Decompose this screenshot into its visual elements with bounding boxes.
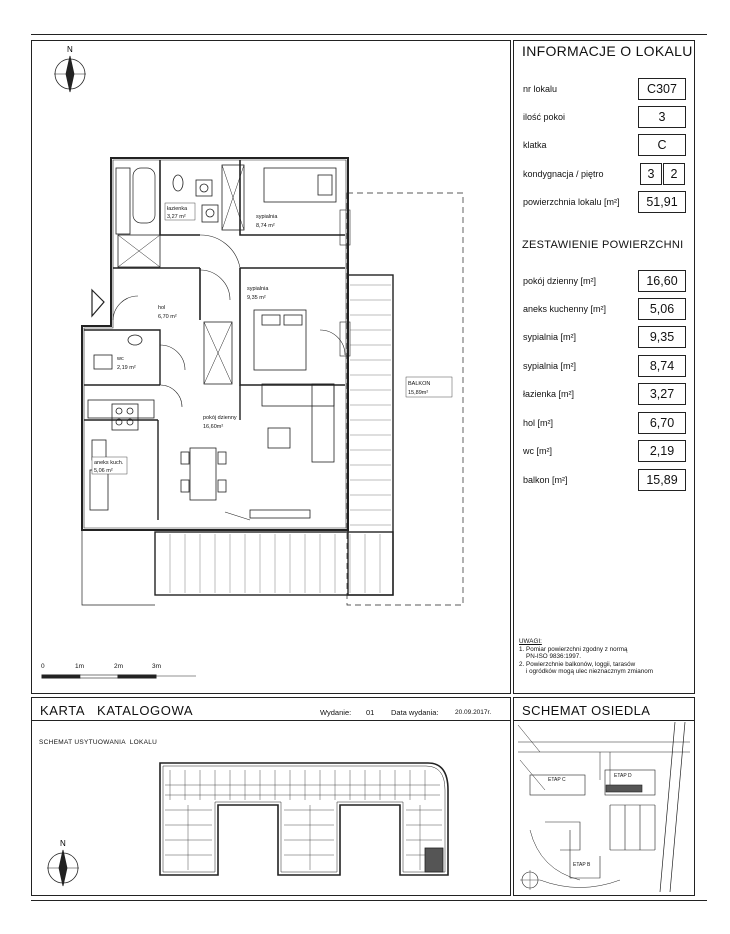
note-line: i ogródków mogą ulec nieznacznym zmianom (519, 668, 654, 675)
area-value-5: 6,70 (638, 412, 686, 434)
area-label-5: hol [m²] (523, 418, 554, 428)
wydanie-label: Wydanie: (320, 708, 352, 717)
scale-label-2: 2m (114, 663, 124, 670)
area-label-1: aneks kuchenny [m²] (523, 304, 607, 314)
room-balkon-area: 15,89m² (408, 390, 429, 396)
room-wc-name: wc (117, 356, 124, 362)
note-line: 2. Powierzchnie balkonów, loggii, tarasów (519, 660, 636, 668)
data-wydania-value: 20.09.2017r. (455, 709, 492, 716)
room-dzienny-name: pokój dzienny (203, 415, 237, 421)
room-wc-area: 2,19 m² (117, 365, 136, 371)
data-wydania-label: Data wydania: (391, 708, 439, 717)
row-label-ilosc-pokoi: ilość pokoi (523, 112, 566, 122)
estate-map (518, 722, 690, 892)
catalog-title: KARTA KATALOGOWA (40, 703, 194, 718)
note-line: 1. Pomiar powierzchni zgodny z normą (519, 645, 628, 653)
area-label-2: sypialnia [m²] (523, 332, 577, 342)
area-value-0: 16,60 (638, 270, 686, 292)
value-ilosc-pokoi: 3 (638, 106, 686, 128)
wydanie-value: 01 (366, 708, 375, 717)
area-value-4: 3,27 (638, 383, 686, 405)
scale-label-1: 1m (75, 663, 85, 670)
room-lazienka-area: 3,27 m² (167, 214, 186, 220)
info-title: INFORMACJE O LOKALU (522, 43, 693, 59)
notes-heading: UWAGI: (519, 638, 542, 645)
room-sypialnia2-name: sypialnia (247, 286, 269, 292)
unit-highlight (425, 848, 443, 872)
etap-d-label: ETAP D (614, 773, 632, 779)
room-balkon-name: BALKON (408, 381, 431, 387)
room-sypialnia1-name: sypialnia (256, 214, 278, 220)
row-label-kondygnacja: kondygnacja / piętro (523, 169, 604, 179)
area-value-7: 15,89 (638, 469, 686, 491)
areas-title: ZESTAWIENIE POWIERZCHNI (522, 239, 684, 251)
value-kondygnacja: 3 (640, 163, 662, 185)
etap-c-label: ETAP C (548, 777, 566, 783)
building-outline (160, 763, 448, 875)
room-sypialnia1-area: 8,74 m² (256, 223, 275, 229)
value-nr-lokalu: C307 (638, 78, 686, 100)
area-value-1: 5,06 (638, 298, 686, 320)
area-value-6: 2,19 (638, 440, 686, 462)
room-hol-name: hol (158, 305, 166, 311)
area-value-3: 8,74 (638, 355, 686, 377)
row-label-powierzchnia: powierzchnia lokalu [m²] (523, 197, 620, 207)
note-line: PN-ISO 9836:1997. (519, 653, 581, 660)
etap-b-label: ETAP B (573, 862, 591, 868)
room-lazienka-name: łazienka (167, 206, 188, 212)
room-sypialnia2-area: 9,35 m² (247, 295, 266, 301)
room-aneks-area: 5,06 m² (94, 468, 113, 474)
compass-n-label-2: N (60, 839, 66, 848)
room-hol-area: 6,70 m² (158, 314, 177, 320)
value-klatka: C (638, 134, 686, 156)
row-label-klatka: klatka (523, 140, 547, 150)
row-label-nr-lokalu: nr lokalu (523, 84, 558, 94)
area-label-3: sypialnia [m²] (523, 361, 577, 371)
compass-icon (47, 850, 79, 886)
value-pietro: 2 (663, 163, 685, 185)
situation-title: SCHEMAT USYTUOWANIA LOKALU (39, 739, 158, 746)
scale-label-0: 0 (41, 663, 45, 670)
compass-n-label: N (67, 45, 73, 54)
value-powierzchnia: 51,91 (638, 191, 686, 213)
estate-title: SCHEMAT OSIEDLA (522, 703, 651, 718)
area-value-2: 9,35 (638, 326, 686, 348)
room-dzienny-area: 16,60m² (203, 424, 224, 430)
area-label-6: wc [m²] (523, 446, 552, 456)
area-label-0: pokój dzienny [m²] (523, 276, 597, 286)
room-aneks-name: aneks kuch. (94, 460, 124, 466)
area-label-7: balkon [m²] (523, 475, 568, 485)
area-label-4: łazienka [m²] (523, 389, 575, 399)
scale-label-3: 3m (152, 663, 162, 670)
